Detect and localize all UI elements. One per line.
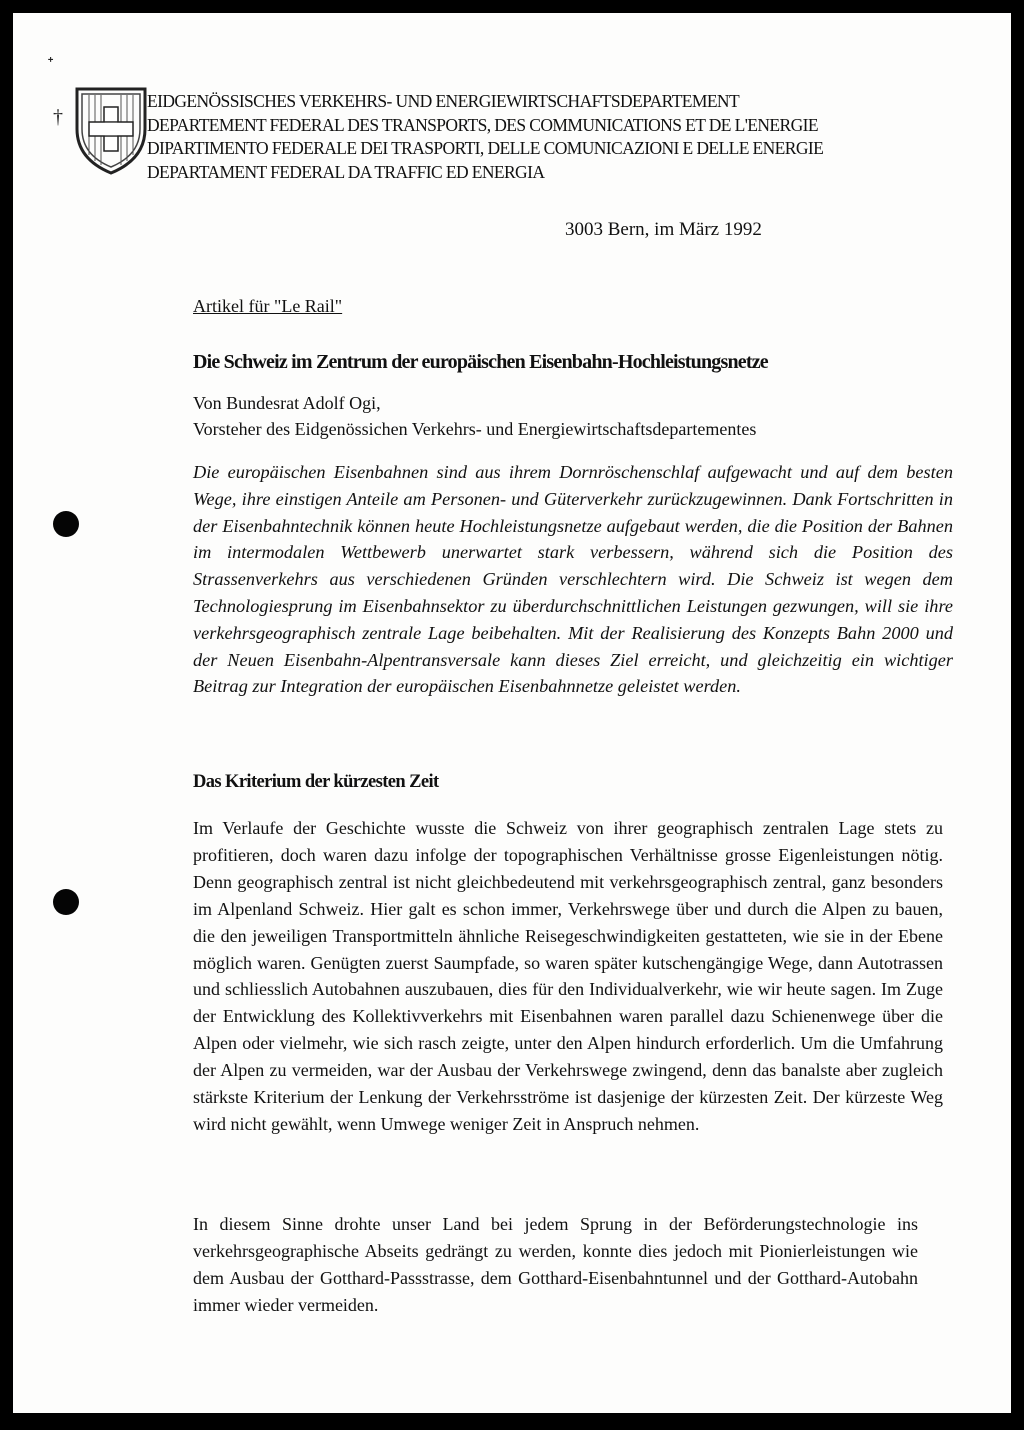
punch-hole-upper <box>53 511 79 537</box>
scan-mark-icon: † <box>53 106 63 128</box>
byline <box>193 390 756 442</box>
punch-hole-lower <box>53 889 79 915</box>
department-line-fr: DEPARTEMENT FEDERAL DES TRANSPORTS, DES COMMUNICATIONS ET DE L'ENERGIE <box>147 114 818 135</box>
body-paragraph: Im Verlaufe der Geschichte wusste die Schweiz von ihrer geographisch zentralen Lage stets zu profitieren, doch waren dazu infolge der topographischen Verhältnisse grosse Eigenleistungen nötig. Denn geographisch zentral ist nicht gleichbedeutend mit verkehrsgeographisch zentral, ganz besonders im Alpenland Schweiz. Hier galt es schon immer, Verkehrswege über und durch die Alpen zu bauen, die den jeweiligen Transportmitteln ähnliche Reisegeschwindigkeiten gestatteten, wie sie in der Ebene möglich waren. Genügten zuerst Saumpfade, so waren später kutschengängige Wege, dann Autotrassen und schliesslich Autobahnen auszubauen, dies für den Individualverkehr, wie wir heute sagen. Im Zuge der Entwicklung des Kollektivverkehrs mit Eisenbahnen waren parallel dazu Schienenwege über die Alpen oder vielmehr, wie sich rasch zeigte, unter den Alpen hindurch erforderlich. Um die Umfahrung der Alpen zu vermeiden, war der Ausbau der Verkehrswege zwingend, denn das banalste aber zugleich stärkste Kriterium der Lenkung der Verkehrsströme ist dasjenige der kürzesten Zeit. Der kürzeste Weg wird nicht gewählt, wenn Umwege weniger Zeit in Anspruch nehmen. <box>193 818 943 1134</box>
article-label: Artikel für "Le Rail" <box>193 296 343 316</box>
swiss-cross-shield-icon <box>71 85 151 175</box>
department-line-rm: DEPARTAMENT FEDERAL DA TRAFFIC ED ENERGIA <box>147 161 545 182</box>
byline-role: Vorsteher des Eidgenössichen Verkehrs- und Energiewirtschaftsdepartementes <box>193 419 757 439</box>
department-header <box>147 90 823 184</box>
section-heading: Das Kriterium der kürzesten Zeit <box>193 772 439 792</box>
scan-mark-icon: ᐩ <box>47 53 55 73</box>
document-page <box>13 13 1011 1413</box>
body-paragraph: In diesem Sinne drohte unser Land bei jedem Sprung in der Beförderungstechnologie ins verkehrsgeographische Abseits gedrängt zu werden, konnte dies jedoch mit Pionierleistungen wie dem Ausbau der Gotthard-Passstrasse, dem Gotthard-Eisenbahntunnel und der Gotthard-Autobahn immer wieder vermeiden. <box>193 1214 918 1315</box>
byline-author: Von Bundesrat Adolf Ogi, <box>193 393 381 413</box>
dateline: 3003 Bern, im März 1992 <box>565 219 762 240</box>
department-line-it: DIPARTIMENTO FEDERALE DEI TRASPORTI, DELLE COMUNICAZIONI E DELLE ENERGIE <box>147 138 824 158</box>
article-title: Die Schweiz im Zentrum der europäischen Eisenbahn-Hochleistungsnetze <box>193 351 768 373</box>
department-line-de: EIDGENÖSSISCHES VERKEHRS- UND ENERGIEWIRTSCHAFTSDEPARTEMENT <box>147 91 740 111</box>
lead-paragraph: Die europäischen Eisenbahnen sind aus ihrem Dornröschenschlaf aufgewacht und auf dem besten Wege, ihre einstigen Anteile am Personen- und Güterverkehr zurückzugewinnen. Dank Fortschritten in der Eisenbahntechnik können heute Hochleistungsnetze aufgebaut werden, die die Position der Bahnen im intermodalen Wettbewerb unerwartet stark verbessern, während sich die Position des Strassenverkehrs aus verschiedenen Gründen verschlechtern wird. Die Schweiz ist wegen dem Technologiesprung im Eisenbahnsektor zu überdurchschnittlichen Leistungen gezwungen, will sie ihre verkehrsgeographisch zentrale Lage beibehalten. Mit der Realisierung des Konzepts Bahn 2000 und der Neuen Eisenbahn-Alpentransversale kann dieses Ziel erreicht, und gleichzeitig ein wichtiger Beitrag zur Integration der europäischen Eisenbahnnetze geleistet werden. <box>193 462 953 697</box>
